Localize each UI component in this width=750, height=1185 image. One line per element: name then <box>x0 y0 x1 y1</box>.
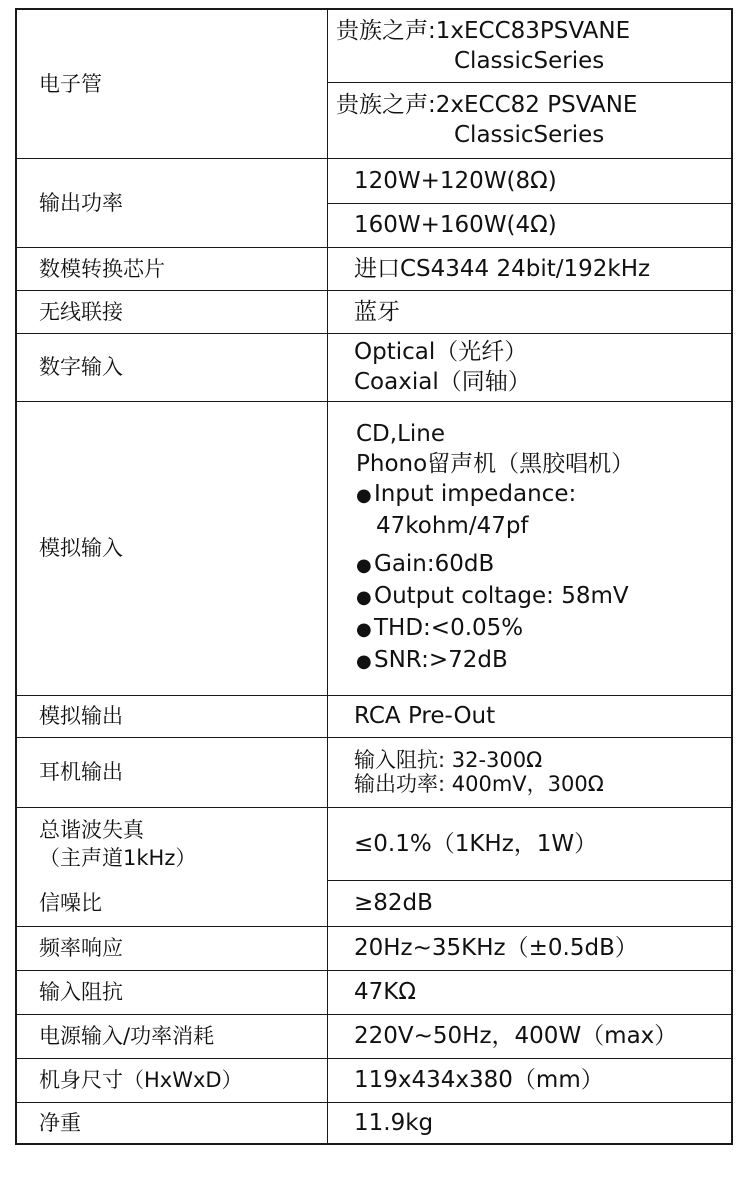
bullet-subtext: 47kohm/47pf <box>376 513 529 539</box>
value-power-4ohm: 160W+160W(4Ω) <box>328 203 733 247</box>
table-row <box>16 737 732 807</box>
table-row <box>16 1014 732 1058</box>
bullet-item <box>356 581 731 613</box>
value-snr: ≥82dB <box>328 880 733 926</box>
bullet-item <box>356 479 731 511</box>
label-snr: 信噪比 <box>16 880 328 926</box>
value-weight: 11.9kg <box>328 1102 733 1144</box>
value-dac: 进口CS4344 24bit/192kHz <box>328 247 733 290</box>
bullet-text: Gain:60dB <box>374 551 495 577</box>
digital-coaxial: Coaxial（同轴） <box>354 369 531 395</box>
analog-cd-line: CD,Line <box>356 421 446 447</box>
value-frequency: 20Hz~35KHz（±0.5dB） <box>328 926 733 970</box>
tube-brand: 贵族之声: <box>336 92 436 118</box>
bullet-item <box>356 645 731 677</box>
label-impedance: 输入阻抗 <box>16 970 328 1014</box>
table-row <box>16 970 732 1014</box>
label-digital-input: 数字输入 <box>16 333 328 401</box>
headphone-impedance: 输入阻抗: 32-300Ω <box>354 748 543 772</box>
value-wireless: 蓝牙 <box>328 290 733 333</box>
digital-optical: Optical（光纤） <box>354 339 528 365</box>
bullet-icon: ● <box>356 485 372 506</box>
row-label: 电子管 <box>39 71 102 96</box>
table-row <box>16 807 732 880</box>
bullet-text: THD:<0.05% <box>374 615 524 641</box>
bullet-text: Output coltage: 58mV <box>374 583 629 609</box>
tube-brand: 贵族之声: <box>336 17 436 44</box>
bullet-item <box>356 613 731 645</box>
row-label: 输出功率 <box>39 190 123 215</box>
table-row <box>16 247 732 290</box>
bullet-icon: ● <box>356 587 372 608</box>
value-impedance: 47KΩ <box>328 970 733 1014</box>
label-tube <box>16 9 328 158</box>
table-row <box>16 401 732 695</box>
value-power-8ohm: 120W+120W(8Ω) <box>328 158 733 203</box>
label-power-input: 电源输入/功率消耗 <box>16 1014 328 1058</box>
label-analog-output: 模拟输出 <box>16 695 328 737</box>
bullet-text: Input impedance: <box>374 481 577 507</box>
tube-model: 1xECC83PSVANE <box>435 17 631 44</box>
table-row <box>16 880 732 926</box>
table-row <box>16 1102 732 1144</box>
bullet-icon: ● <box>356 651 372 672</box>
value-digital-input <box>328 333 733 401</box>
bullet-text: SNR:>72dB <box>374 647 508 673</box>
value-headphone <box>328 737 733 807</box>
label-dimensions: 机身尺寸（HxWxD） <box>16 1058 328 1102</box>
bullet-icon: ● <box>356 555 372 576</box>
label-headphone: 耳机输出 <box>16 737 328 807</box>
headphone-power: 输出功率: 400mV，300Ω <box>354 772 604 796</box>
thd-label-line1: 总谐波失真 <box>39 817 144 842</box>
table-row <box>16 158 732 203</box>
tube-model: 2xECC82 PSVANE <box>435 92 638 118</box>
tube-series: ClassicSeries <box>454 47 605 74</box>
table-row <box>16 695 732 737</box>
table-row <box>16 290 732 333</box>
tube-series: ClassicSeries <box>454 122 605 148</box>
label-analog-input: 模拟输入 <box>16 401 328 695</box>
table-row <box>16 1058 732 1102</box>
label-thd <box>16 807 328 880</box>
value-analog-input <box>328 401 733 695</box>
analog-phono: Phono留声机（黑胶唱机） <box>356 451 635 477</box>
label-wireless: 无线联接 <box>16 290 328 333</box>
label-power <box>16 158 328 247</box>
bullet-item <box>356 549 731 581</box>
label-weight: 净重 <box>16 1102 328 1144</box>
tube-1-line1 <box>336 16 731 46</box>
value-power-input: 220V~50Hz，400W（max） <box>328 1014 733 1058</box>
table-row <box>16 9 732 82</box>
bullet-icon: ● <box>356 619 372 640</box>
table-row <box>16 926 732 970</box>
label-dac: 数模转换芯片 <box>16 247 328 290</box>
value-dimensions: 119x434x380（mm） <box>328 1058 733 1102</box>
value-tube-2 <box>328 82 733 158</box>
tube-2-line1 <box>336 90 731 120</box>
label-frequency: 频率响应 <box>16 926 328 970</box>
thd-label-line2: （主声道1kHz） <box>39 845 197 870</box>
spec-table <box>15 8 733 1145</box>
value-tube-1 <box>328 9 733 82</box>
value-analog-output: RCA Pre-Out <box>328 695 733 737</box>
value-thd: ≤0.1%（1KHz，1W） <box>328 807 733 880</box>
table-row <box>16 333 732 401</box>
